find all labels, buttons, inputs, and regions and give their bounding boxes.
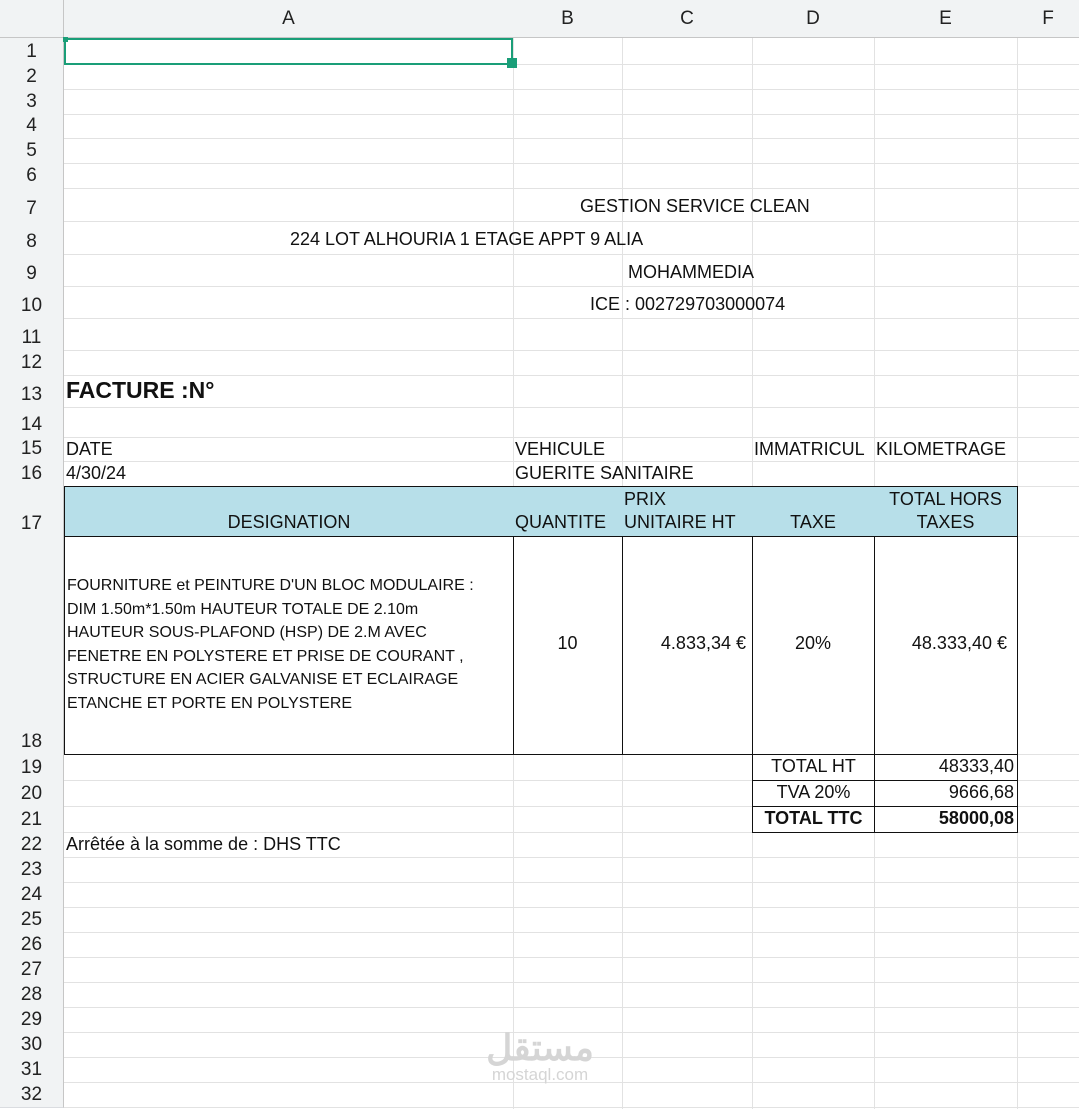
row-header-32[interactable]: 32 bbox=[0, 1082, 64, 1108]
row-header-26[interactable]: 26 bbox=[0, 932, 64, 958]
row-header-3[interactable]: 3 bbox=[0, 89, 64, 115]
header-designation bbox=[64, 486, 514, 537]
column-header-d[interactable]: D bbox=[752, 0, 875, 38]
total-ttc-label: TOTAL TTC bbox=[764, 808, 863, 828]
row-header-16[interactable]: 16 bbox=[0, 461, 64, 487]
selection-corner-marker bbox=[63, 37, 68, 42]
row-header-30[interactable]: 30 bbox=[0, 1032, 64, 1058]
total-ttc-label-cell[interactable] bbox=[752, 806, 875, 833]
designation-line: ETANCHE ET PORTE EN POLYSTERE bbox=[67, 694, 353, 712]
row-header-2[interactable]: 2 bbox=[0, 64, 64, 90]
row-header-27[interactable]: 27 bbox=[0, 957, 64, 983]
designation-line: FENETRE EN POLYSTERE ET PRISE DE COURANT , bbox=[67, 647, 464, 665]
registration-label: IMMATRICUL bbox=[754, 439, 865, 459]
designation-line: DIM 1.50m*1.50m HAUTEUR TOTALE DE 2.10m bbox=[67, 600, 419, 618]
row-header-21[interactable]: 21 bbox=[0, 806, 64, 833]
company-ice: ICE : 002729703000074 bbox=[590, 294, 786, 314]
watermark-latin: mostaql.com bbox=[491, 1065, 589, 1084]
mostaql-watermark bbox=[470, 1027, 610, 1084]
tva-label: TVA 20% bbox=[776, 782, 851, 802]
header-tax-label: TAXE bbox=[790, 512, 836, 532]
header-unit-price-line2: UNITAIRE HT bbox=[624, 512, 736, 532]
header-total-line1: TOTAL HORS bbox=[889, 489, 1002, 509]
row-header-5[interactable]: 5 bbox=[0, 138, 64, 164]
mileage-label: KILOMETRAGE bbox=[876, 439, 1007, 459]
company-name: GESTION SERVICE CLEAN bbox=[580, 196, 810, 216]
company-city: MOHAMMEDIA bbox=[628, 262, 754, 282]
item-designation bbox=[67, 574, 474, 715]
date-label: DATE bbox=[66, 439, 113, 459]
tva-label-cell[interactable] bbox=[752, 780, 875, 807]
watermark-arabic: مستقل bbox=[486, 1027, 594, 1068]
row-header-29[interactable]: 29 bbox=[0, 1007, 64, 1033]
row-header-24[interactable]: 24 bbox=[0, 882, 64, 908]
header-designation-label: DESIGNATION bbox=[227, 512, 351, 532]
company-address: 224 LOT ALHOURIA 1 ETAGE APPT 9 ALIA bbox=[290, 229, 644, 249]
item-tax-cell[interactable] bbox=[752, 536, 875, 755]
selected-cell-a1[interactable] bbox=[64, 38, 513, 65]
header-unit-price-line1: PRIX bbox=[624, 489, 667, 509]
row-header-19[interactable]: 19 bbox=[0, 754, 64, 781]
row-header-4[interactable]: 4 bbox=[0, 114, 64, 139]
row-header-14[interactable]: 14 bbox=[0, 407, 64, 438]
column-header-b[interactable]: B bbox=[513, 0, 623, 38]
row-header-12[interactable]: 12 bbox=[0, 350, 64, 376]
row-header-22[interactable]: 22 bbox=[0, 832, 64, 858]
fill-handle[interactable] bbox=[507, 58, 517, 68]
designation-line: STRUCTURE EN ACIER GALVANISE ET ECLAIRAGE bbox=[67, 671, 459, 688]
row-header-31[interactable]: 31 bbox=[0, 1057, 64, 1083]
date-value: 4/30/24 bbox=[66, 463, 127, 483]
item-total: 48.333,40 € bbox=[911, 633, 1007, 653]
invoice-title: FACTURE :N° bbox=[66, 377, 215, 403]
tva-value-cell[interactable] bbox=[874, 780, 1018, 807]
designation-line: FOURNITURE et PEINTURE D'UN BLOC MODULAIRE : bbox=[67, 577, 474, 594]
designation-line: HAUTEUR SOUS-PLAFOND (HSP) DE 2.M AVEC bbox=[67, 624, 427, 641]
vehicle-value: GUERITE SANITAIRE bbox=[515, 463, 694, 483]
column-header-f[interactable]: F bbox=[1017, 0, 1079, 38]
row-header-6[interactable]: 6 bbox=[0, 163, 64, 189]
row-header-10[interactable]: 10 bbox=[0, 286, 64, 319]
item-total-cell[interactable] bbox=[874, 536, 1018, 755]
header-total-line2: TAXES bbox=[916, 512, 975, 532]
header-tax bbox=[752, 486, 875, 537]
row-header-18[interactable]: 18 bbox=[0, 536, 64, 755]
row-header-11[interactable]: 11 bbox=[0, 318, 64, 351]
row-header-28[interactable]: 28 bbox=[0, 982, 64, 1008]
header-total-ht bbox=[874, 486, 1018, 537]
row-header-25[interactable]: 25 bbox=[0, 907, 64, 933]
item-unit-price-cell[interactable] bbox=[622, 536, 753, 755]
header-quantity-label: QUANTITE bbox=[515, 512, 607, 532]
column-header-c[interactable]: C bbox=[622, 0, 753, 38]
row-header-15[interactable]: 15 bbox=[0, 437, 64, 462]
total-ht-label: TOTAL HT bbox=[771, 756, 856, 776]
select-all-corner[interactable] bbox=[0, 0, 64, 38]
total-ttc-value-cell[interactable] bbox=[874, 806, 1018, 833]
row-header-13[interactable]: 13 bbox=[0, 375, 64, 408]
total-ht-label-cell[interactable] bbox=[752, 754, 875, 781]
total-ht-value-cell[interactable] bbox=[874, 754, 1018, 781]
row-header-7[interactable]: 7 bbox=[0, 188, 64, 222]
item-quantity: 10 bbox=[557, 633, 578, 653]
tva-value: 9666,68 bbox=[948, 782, 1014, 802]
item-tax: 20% bbox=[794, 633, 832, 653]
row-header-20[interactable]: 20 bbox=[0, 780, 64, 807]
row-header-17[interactable]: 17 bbox=[0, 486, 64, 537]
column-header-e[interactable]: E bbox=[874, 0, 1018, 38]
total-ttc-value: 58000,08 bbox=[938, 808, 1014, 828]
row-header-8[interactable]: 8 bbox=[0, 221, 64, 255]
item-quantity-cell[interactable] bbox=[513, 536, 623, 755]
header-unit-price bbox=[622, 486, 753, 537]
row-header-1[interactable]: 1 bbox=[0, 38, 64, 65]
row-header-23[interactable]: 23 bbox=[0, 857, 64, 883]
column-header-a[interactable]: A bbox=[64, 0, 514, 38]
row-header-9[interactable]: 9 bbox=[0, 254, 64, 287]
item-designation-cell[interactable] bbox=[64, 536, 514, 755]
header-quantity bbox=[513, 486, 623, 537]
vehicle-label: VEHICULE bbox=[515, 439, 606, 459]
item-unit-price: 4.833,34 € bbox=[660, 633, 746, 653]
total-ht-value: 48333,40 bbox=[938, 756, 1014, 776]
closing-text: Arrêtée à la somme de : DHS TTC bbox=[66, 834, 341, 854]
